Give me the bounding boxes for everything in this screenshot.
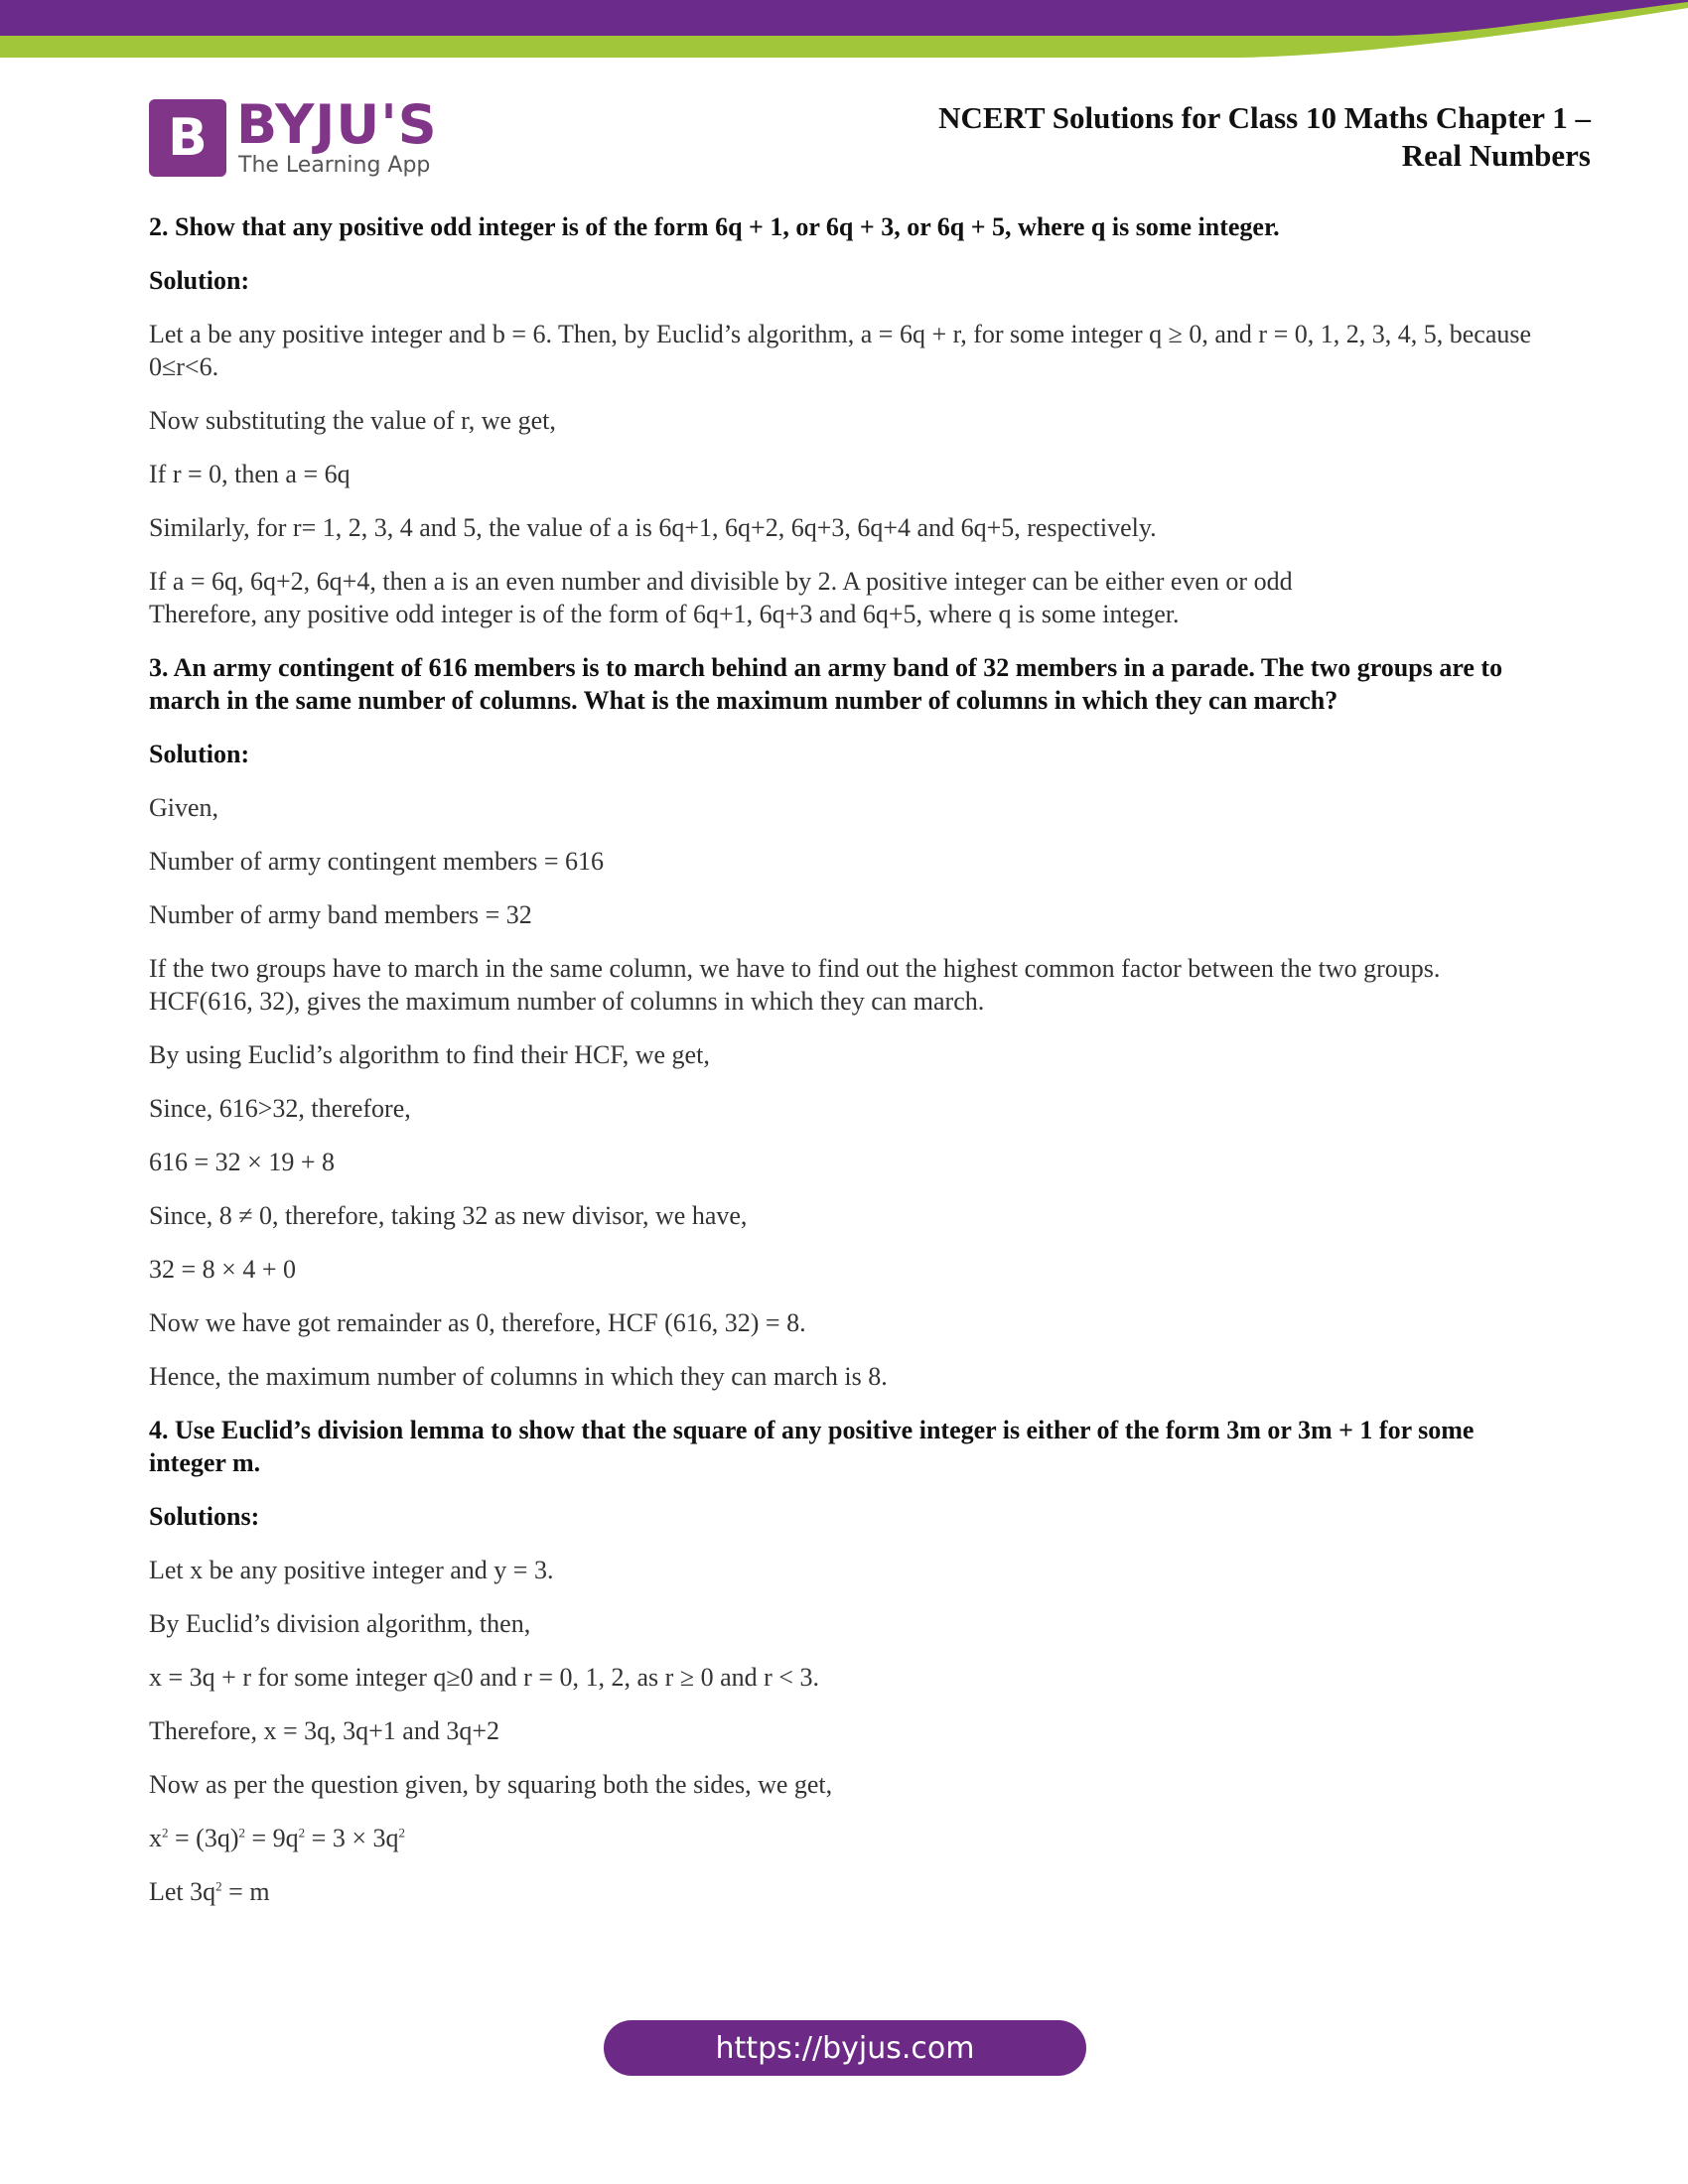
logo-tagline: The Learning App (238, 153, 431, 178)
solution-paragraph (149, 565, 1539, 630)
footer-url-link[interactable] (604, 2020, 1086, 2076)
solution-equation (149, 1875, 1539, 1908)
page-header (0, 89, 1688, 199)
solution-line: If r = 0, then a = 6q (149, 460, 351, 488)
solution-label: Solutions: (149, 1502, 260, 1531)
footer-url-text: https://byjus.com (715, 2030, 975, 2066)
equation-part: Let 3q (149, 1877, 216, 1906)
solution-line: Since, 616>32, therefore, (149, 1094, 411, 1123)
solution-label: Solution: (149, 740, 250, 768)
solution-line: Therefore, any positive odd integer is of the form of 6q+1, 6q+3 and 6q+5, where q is some integer. (149, 600, 1180, 628)
equation-part: = 3 × 3q (305, 1824, 399, 1852)
solution-equation: 616 = 32 × 19 + 8 (149, 1148, 335, 1176)
exponent: 2 (398, 1825, 405, 1841)
document-title-line2: Real Numbers (1401, 138, 1591, 173)
exponent: 2 (162, 1825, 169, 1841)
exponent: 2 (298, 1825, 306, 1841)
solution-line: x = 3q + r for some integer q≥0 and r = 0, 1, 2, as r ≥ 0 and r < 3. (149, 1663, 819, 1692)
equation-part: = 9q (244, 1824, 299, 1852)
solution-line: Given, (149, 793, 219, 822)
logo-text (236, 93, 438, 179)
byjus-logo[interactable] (149, 93, 438, 179)
solution-label: Solution: (149, 266, 250, 295)
solution-line: Now we have got remainder as 0, therefore, HCF (616, 32) = 8. (149, 1308, 806, 1337)
solution-line: Hence, the maximum number of columns in which they can march is 8. (149, 1362, 888, 1391)
page-content (149, 210, 1539, 1929)
solution-line: Now as per the question given, by squaring both the sides, we get, (149, 1770, 833, 1799)
solution-line: If a = 6q, 6q+2, 6q+4, then a is an even number and divisible by 2. A positive integer can be either even or odd (149, 567, 1293, 596)
top-decorative-band (0, 0, 1688, 62)
equation-part: x (149, 1824, 162, 1852)
equation-part: = (3q) (168, 1824, 239, 1852)
equation-part: = m (221, 1877, 270, 1906)
question-4: 4. Use Euclid’s division lemma to show that the square of any positive integer is either of the form 3m or 3m + 1 for some integer m. (149, 1416, 1475, 1477)
solution-equation: 32 = 8 × 4 + 0 (149, 1255, 296, 1284)
solution-line: Since, 8 ≠ 0, therefore, taking 32 as new divisor, we have, (149, 1201, 748, 1230)
solution-line: Let a be any positive integer and b = 6. Then, by Euclid’s algorithm, a = 6q + r, for some integer q ≥ 0, and r = 0, 1, 2, 3, 4, 5, because 0≤r<6. (149, 320, 1532, 381)
solution-line: Similarly, for r= 1, 2, 3, 4 and 5, the value of a is 6q+1, 6q+2, 6q+3, 6q+4 and 6q+5, respectively. (149, 513, 1157, 542)
solution-line: Number of army band members = 32 (149, 900, 532, 929)
question-3: 3. An army contingent of 616 members is to march behind an army band of 32 members in a parade. The two groups are to march in the same number of columns. What is the maximum number of columns in which they can march? (149, 653, 1503, 715)
exponent: 2 (215, 1878, 222, 1894)
document-title-line1: NCERT Solutions for Class 10 Maths Chapter 1 – (938, 100, 1591, 135)
question-2: 2. Show that any positive odd integer is of the form 6q + 1, or 6q + 3, or 6q + 5, where q is some integer. (149, 212, 1280, 241)
solution-line: Now substituting the value of r, we get, (149, 406, 556, 435)
top-wave-graphic (0, 0, 1688, 62)
logo-mark-letter: B (168, 108, 208, 168)
solution-line: By using Euclid’s algorithm to find their HCF, we get, (149, 1040, 710, 1069)
logo-name: BYJU'S (236, 93, 438, 156)
logo-mark (149, 99, 226, 177)
document-title (938, 99, 1591, 175)
solution-line: Let x be any positive integer and y = 3. (149, 1556, 554, 1584)
exponent: 2 (238, 1825, 245, 1841)
solution-line: By Euclid’s division algorithm, then, (149, 1609, 531, 1638)
solution-line: Therefore, x = 3q, 3q+1 and 3q+2 (149, 1716, 500, 1745)
solution-equation (149, 1822, 1539, 1854)
solution-line: If the two groups have to march in the same column, we have to find out the highest common factor between the two groups. HCF(616, 32), gives the maximum number of columns in which they can march. (149, 954, 1441, 1016)
solution-line: Number of army contingent members = 616 (149, 847, 604, 876)
